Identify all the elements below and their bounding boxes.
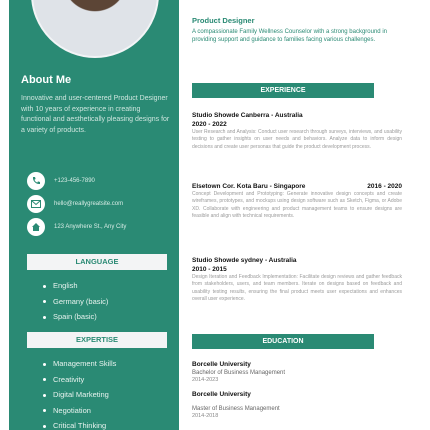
contact-email (27, 195, 177, 213)
job-company: Elsetown Cor. Kota Baru - Singapore (192, 183, 306, 190)
job-description: Design Iteration and Feedback Implementation: Facilitate design reviews and gather feedback from stakeholders, users, and team members. Iterate on designs based on feedback and usability testing results, ensuring the final product meets user expectations and enhances overall user experience. (192, 274, 402, 303)
education-years: 2014-2018 (192, 413, 219, 419)
email-text: hello@reallygreatsite.com (54, 201, 124, 207)
profile-summary: A compassionate Family Wellness Counselor with a strong background in providing support and guidance to families facing various challenges. (192, 29, 387, 43)
degree-name: Master of Business Management (192, 406, 280, 412)
expertise-item: Negotiation (43, 403, 116, 419)
expertise-heading: EXPERTISE (27, 332, 167, 348)
job-company: Studio Showde Canberra - Australia (192, 112, 303, 119)
about-title: About Me (21, 74, 72, 86)
expertise-item: Critical Thinking (43, 418, 116, 430)
experience-item (192, 182, 402, 221)
job-dates: 2016 - 2020 (367, 183, 402, 190)
language-list (43, 278, 108, 325)
phone-icon (27, 172, 45, 190)
about-text: Innovative and user-centered Product Designer with 10 years of experience in creating functional and aesthetically pleasing designs for a variety of products. (21, 95, 170, 134)
job-dates: 2010 - 2015 (192, 266, 227, 273)
mail-icon (27, 195, 45, 213)
school-name: Borcelle University (192, 391, 251, 398)
job-role: Product Designer (192, 16, 255, 25)
sidebar (9, 0, 179, 430)
job-description: Concept Development and Prototyping: Generate innovative design concepts and create wireframes, prototypes, and mockups using design software such as Sketch, Figma, or Adobe XD. Collaborate with engineering and product management teams to ensure designs are feasible and align with technical requirements. (192, 191, 402, 220)
experience-item (192, 111, 402, 151)
language-heading: LANGUAGE (27, 254, 167, 270)
experience-heading: EXPERIENCE (192, 83, 374, 98)
contact-address (27, 218, 177, 236)
expertise-item: Creativity (43, 372, 116, 388)
education-heading: EDUCATION (192, 334, 374, 349)
language-item: English (43, 278, 108, 294)
contact-phone (27, 172, 177, 190)
job-description: User Research and Analysis: Conduct user research through surveys, interviews, and usability testing to gather insights on user needs and behaviors. Analyze data to inform design decisions and create user personas that guide the product development process. (192, 129, 402, 150)
job-company: Studio Showde sydney - Australia (192, 257, 297, 264)
education-years: 2014-2023 (192, 377, 219, 383)
education-item (192, 390, 402, 420)
school-name: Borcelle University (192, 361, 251, 368)
home-icon (27, 218, 45, 236)
expertise-list (43, 356, 116, 430)
expertise-item: Management Skills (43, 356, 116, 372)
job-dates: 2020 - 2022 (192, 121, 227, 128)
language-item: Spain (basic) (43, 309, 108, 325)
education-item (192, 360, 402, 384)
expertise-item: Digital Marketing (43, 387, 116, 403)
degree-name: Bachelor of Business Management (192, 370, 286, 376)
language-item: Germany (basic) (43, 294, 108, 310)
phone-text: +123-456-7890 (54, 178, 95, 184)
experience-item (192, 256, 402, 304)
address-text: 123 Anywhere St., Any City (54, 224, 127, 230)
profile-photo (31, 0, 159, 58)
